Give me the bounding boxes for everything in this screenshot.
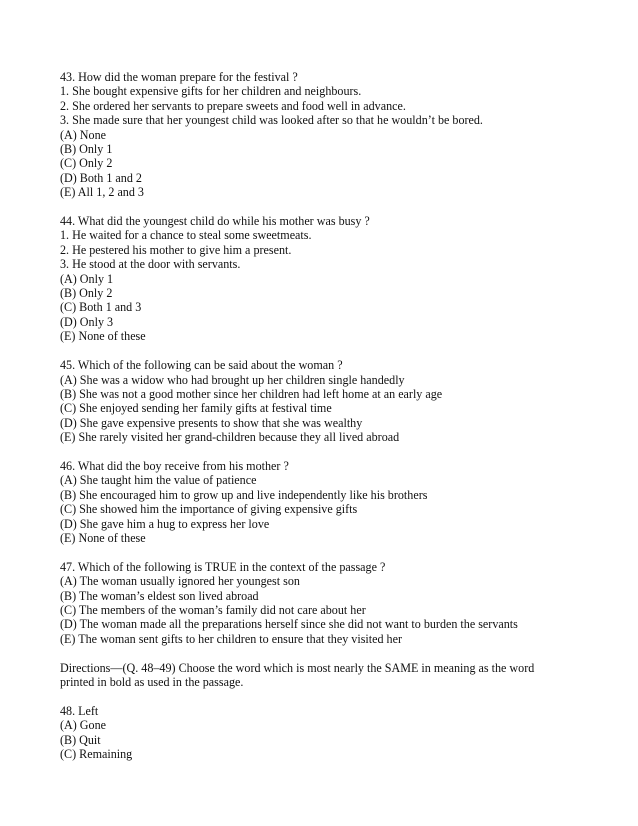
option: (D) She gave expensive presents to show that she was wealthy xyxy=(60,415,363,430)
option: (C) Only 2 xyxy=(60,156,113,171)
option: (E) She rarely visited her grand-children because they all lived abroad xyxy=(60,430,400,445)
option: (A) She was a widow who had brought up her children single handedly xyxy=(60,372,405,387)
option: (D) She gave him a hug to express her love xyxy=(60,516,270,531)
option: (A) The woman usually ignored her youngest son xyxy=(60,574,300,589)
question-text: 46. What did the boy receive from his mother ? xyxy=(60,458,289,473)
statement: 3. He stood at the door with servants. xyxy=(60,257,241,272)
option: (C) She enjoyed sending her family gifts at festival time xyxy=(60,401,332,416)
option: (D) Both 1 and 2 xyxy=(60,170,142,185)
statement: 1. She bought expensive gifts for her children and neighbours. xyxy=(60,84,362,99)
option: (E) None of these xyxy=(60,329,146,344)
question-text: 44. What did the youngest child do while his mother was busy ? xyxy=(60,214,370,229)
option: (B) She was not a good mother since her children had left home at an early age xyxy=(60,386,443,401)
statement: 2. He pestered his mother to give him a present. xyxy=(60,242,292,257)
option: (E) The woman sent gifts to her children to ensure that they visited her xyxy=(60,631,403,646)
question-48 xyxy=(60,704,600,762)
option: (E) None of these xyxy=(60,530,146,545)
question-47 xyxy=(60,560,600,646)
question-text: 48. Left xyxy=(60,703,99,718)
question-text: 47. Which of the following is TRUE in the context of the passage ? xyxy=(60,559,386,574)
option: (D) The woman made all the preparations herself since she did not want to burden the servants xyxy=(60,617,518,632)
statement: 1. He waited for a chance to steal some sweetmeats. xyxy=(60,228,312,243)
question-45 xyxy=(60,358,600,444)
statement: 2. She ordered her servants to prepare sweets and food well in advance. xyxy=(60,98,406,113)
question-46 xyxy=(60,459,600,545)
directions xyxy=(60,661,600,690)
option: (B) Only 2 xyxy=(60,286,113,301)
option: (C) Both 1 and 3 xyxy=(60,300,142,315)
directions-text: printed in bold as used in the passage. xyxy=(60,674,244,689)
option: (A) None xyxy=(60,127,107,142)
option: (A) Gone xyxy=(60,718,107,733)
option: (C) The members of the woman’s family did not care about her xyxy=(60,602,366,617)
document-page xyxy=(60,70,600,776)
option: (B) Only 1 xyxy=(60,142,113,157)
option: (C) Remaining xyxy=(60,747,133,761)
statement: 3. She made sure that her youngest child was looked after so that he wouldn’t be bored. xyxy=(60,113,483,128)
option: (A) She taught him the value of patience xyxy=(60,473,257,488)
directions-text: Directions—(Q. 48–49) Choose the word which is most nearly the SAME in meaning as the word xyxy=(60,660,535,675)
question-text: 43. How did the woman prepare for the festival ? xyxy=(60,70,298,84)
question-43 xyxy=(60,70,600,200)
option: (E) All 1, 2 and 3 xyxy=(60,185,144,200)
option: (B) Quit xyxy=(60,732,101,747)
option: (B) She encouraged him to grow up and live independently like his brothers xyxy=(60,487,428,502)
option: (D) Only 3 xyxy=(60,314,114,329)
question-44 xyxy=(60,214,600,344)
option: (C) She showed him the importance of giving expensive gifts xyxy=(60,502,358,517)
option: (A) Only 1 xyxy=(60,271,114,286)
question-text: 45. Which of the following can be said about the woman ? xyxy=(60,358,343,373)
option: (B) The woman’s eldest son lived abroad xyxy=(60,588,259,603)
